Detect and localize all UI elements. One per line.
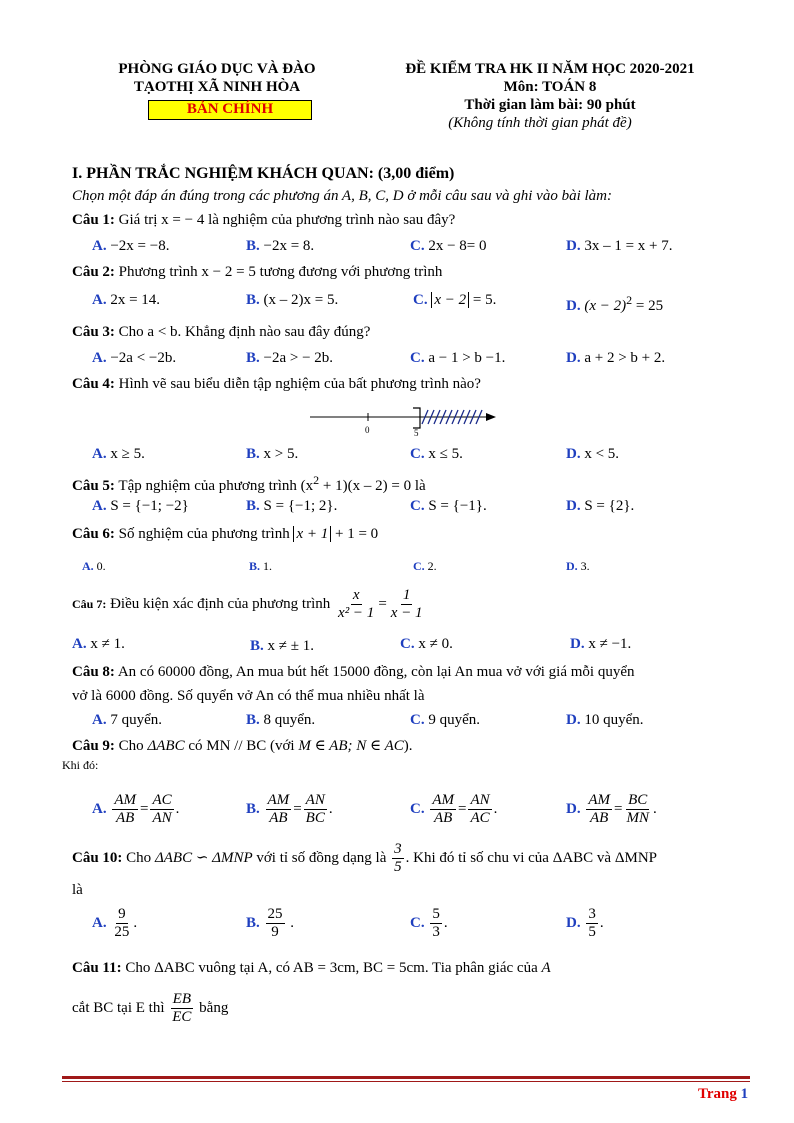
option-letter: A. — [92, 350, 107, 366]
question-text: ). — [403, 738, 413, 754]
denominator: MN — [626, 810, 649, 826]
option-letter: D. — [566, 914, 581, 931]
numerator: 1 — [402, 587, 411, 604]
numerator: AM — [267, 792, 290, 808]
question-2 — [72, 262, 442, 282]
option-letter: A. — [92, 446, 107, 462]
question-text: với tỉ số đồng dạng là — [252, 850, 391, 866]
question-10-line-2: là — [72, 882, 83, 898]
denominator: 5 — [394, 859, 402, 876]
option-letter: A. — [92, 238, 107, 254]
question-text: Tập nghiệm của phương trình (x — [114, 478, 314, 494]
q3-option-d — [566, 348, 665, 368]
question-text: Cho — [114, 738, 148, 754]
denominator: BC — [305, 810, 325, 826]
option-text: 2x = 14. — [110, 292, 161, 308]
numerator: EB — [172, 991, 191, 1008]
option-letter: A. — [92, 292, 107, 308]
q1-option-b — [246, 236, 314, 256]
exponent: 2 — [313, 473, 320, 487]
option-text: (x − 2) — [584, 298, 627, 314]
option-letter: C. — [410, 350, 425, 366]
option-letter: B. — [246, 238, 260, 254]
option-letter: A. — [72, 636, 87, 652]
question-4 — [72, 374, 481, 394]
exponent: 2 — [626, 293, 633, 307]
option-letter: D. — [566, 446, 581, 462]
denominator: AC — [470, 810, 490, 826]
question-3 — [72, 322, 370, 342]
question-text: Cho a < b. Khẳng định nào sau đây đúng? — [114, 324, 371, 340]
denominator: AB — [269, 810, 288, 826]
option-text: 2. — [427, 559, 437, 573]
tick-label-five: 5 — [414, 428, 419, 438]
numerator: 5 — [432, 906, 440, 922]
exam-title: ĐỀ KIỂM TRA HK II NĂM HỌC 2020-2021 — [405, 61, 695, 77]
option-letter: B. — [246, 446, 260, 462]
membership-condition: M ∈ AB; N ∈ AC — [298, 738, 404, 754]
question-label: Câu 9: — [72, 738, 115, 754]
denominator: EC — [172, 1009, 192, 1026]
question-label: Câu 3: — [72, 324, 115, 340]
numerator: 25 — [267, 906, 283, 922]
q8-option-d — [566, 710, 644, 730]
option-text: 10 quyển. — [584, 712, 644, 728]
bracket-mark — [413, 408, 420, 428]
q10-option-a: A. $\frac{9}{25}$ . — [92, 906, 138, 940]
question-5 — [72, 470, 426, 496]
option-text: x > 5. — [263, 446, 299, 462]
triangle: ΔABC — [147, 738, 185, 754]
option-text: (x – 2)x = 5. — [263, 292, 339, 308]
question-label: Câu 5: — [72, 478, 115, 494]
numerator: AM — [432, 792, 455, 808]
official-stamp: BẢN CHÍNH — [148, 100, 312, 120]
footer-rule-thin — [62, 1081, 750, 1082]
page-num: 1 — [740, 1086, 749, 1102]
option-text: 3x – 1 = x + 7. — [584, 238, 673, 254]
exam-time: Thời gian làm bài: 90 phút — [464, 97, 636, 113]
option-text: 7 quyển. — [110, 712, 163, 728]
option-text: x ≠ 0. — [418, 636, 453, 652]
number-line-figure — [300, 400, 510, 442]
subject: Môn: TOÁN 8 — [503, 79, 597, 95]
question-text: + 1)(x – 2) = 0 là — [319, 478, 426, 494]
option-letter: A. — [92, 800, 107, 817]
option-text: 8 quyển. — [263, 712, 316, 728]
option-letter: D. — [566, 498, 581, 514]
q5-option-a — [92, 496, 189, 516]
option-letter: B. — [249, 559, 261, 573]
option-text: S = {2}. — [584, 498, 635, 514]
section-title: I. PHẦN TRẮC NGHIỆM KHÁCH QUAN: (3,00 điểm) — [72, 165, 455, 182]
q8-option-a — [92, 710, 162, 730]
question-11-line-2 — [72, 988, 228, 1028]
option-letter: B. — [246, 914, 260, 931]
absolute-value: x + 1 — [293, 526, 331, 542]
fraction-rhs — [389, 587, 425, 622]
numerator: x — [352, 587, 360, 604]
option-text: 2x − 8= 0 — [428, 238, 487, 254]
option-letter: B. — [246, 498, 260, 514]
denominator: AB — [116, 810, 135, 826]
option-text: x ≤ 5. — [428, 446, 463, 462]
option-letter: C. — [410, 498, 425, 514]
option-letter: A. — [82, 559, 94, 573]
q10-option-b: B. $\frac{25}{9}$ . — [246, 906, 295, 940]
q3-option-c — [410, 348, 505, 368]
q9-option-a: A. $\frac{AM}{AB}$ = $\frac{AC}{AN}$ . — [92, 792, 180, 826]
denominator: x² − 1 — [338, 605, 375, 622]
numerator: AM — [588, 792, 611, 808]
question-text: Phương trình x − 2 = 5 tương đương với phương trình — [114, 264, 443, 280]
numerator: AM — [114, 792, 137, 808]
q7-option-d — [570, 634, 631, 654]
equals-sign: = — [378, 596, 387, 612]
option-text: x < 5. — [584, 446, 620, 462]
question-text: bằng — [195, 1000, 229, 1016]
denominator: 9 — [271, 924, 279, 940]
question-10 — [72, 840, 657, 876]
option-text: 1. — [263, 559, 273, 573]
q3-option-a — [92, 348, 176, 368]
question-text: . Khi đó tỉ số chu vi của ΔABC và ΔMNP — [405, 850, 657, 866]
denominator: 25 — [114, 924, 130, 940]
q10-option-d: D. $\frac{3}{5}$ . — [566, 906, 604, 940]
question-text: cắt BC tại E thì — [72, 1000, 169, 1016]
question-label: Câu 7: — [72, 597, 107, 611]
similarity: ΔABC ∽ ΔMNP — [154, 850, 253, 866]
q9-option-c: C. $\frac{AM}{AB}$ = $\frac{AN}{AC}$ . — [410, 792, 498, 826]
question-8-line-2: vở là 6000 đồng. Số quyển vở An có thể mua nhiều nhất là — [72, 688, 425, 704]
page-label: Trang — [698, 1086, 737, 1102]
option-text: = 25 — [632, 298, 664, 314]
option-text: x ≥ 5. — [110, 446, 145, 462]
fraction-lhs — [336, 587, 376, 622]
option-text: a + 2 > b + 2. — [584, 350, 666, 366]
question-1 — [72, 210, 455, 230]
q7-option-a — [72, 634, 125, 654]
question-9-line-2: Khi đó: — [62, 758, 99, 772]
option-letter: D. — [566, 559, 578, 573]
option-text: −2x = 8. — [263, 238, 315, 254]
q5-option-b — [246, 496, 337, 516]
exam-time-note: (Không tính thời gian phát đề) — [448, 115, 632, 131]
question-text: Điều kiện xác định của phương trình — [106, 596, 335, 612]
option-letter: D. — [566, 238, 581, 254]
q2-option-d — [566, 290, 663, 316]
arrow-head — [486, 413, 496, 421]
denominator: 5 — [588, 924, 596, 940]
option-text: a − 1 > b −1. — [428, 350, 506, 366]
question-label: Câu 8: — [72, 664, 115, 680]
option-text: S = {−1; 2}. — [263, 498, 338, 514]
numerator: AN — [470, 792, 490, 808]
question-text: Cho — [122, 850, 155, 866]
question-label: Câu 11: — [72, 960, 122, 976]
tick-label-zero: 0 — [365, 425, 370, 435]
q4-option-b — [246, 444, 298, 464]
option-text: 9 quyển. — [428, 712, 481, 728]
q1-option-d — [566, 236, 673, 256]
denominator: 3 — [432, 924, 440, 940]
option-text: −2a > − 2b. — [263, 350, 334, 366]
numerator: AC — [152, 792, 172, 808]
option-letter: C. — [410, 712, 425, 728]
q6-option-d — [566, 556, 590, 576]
q5-option-c — [410, 496, 487, 516]
q1-option-a — [92, 236, 169, 256]
option-letter: C. — [410, 238, 425, 254]
option-text: −2a < −2b. — [110, 350, 177, 366]
option-letter: C. — [410, 446, 425, 462]
question-label: Câu 4: — [72, 376, 115, 392]
q9-option-d: D. $\frac{AM}{AB}$ = $\frac{BC}{MN}$ . — [566, 792, 657, 826]
q6-option-a — [82, 556, 106, 576]
option-letter: D. — [566, 298, 581, 314]
numerator: 3 — [394, 841, 402, 858]
question-text: + 1 = 0 — [331, 526, 379, 542]
question-11 — [72, 958, 551, 978]
option-text: S = {−1; −2} — [110, 498, 189, 514]
question-label: Câu 2: — [72, 264, 115, 280]
option-text: x ≠ ± 1. — [267, 638, 314, 654]
q8-option-c — [410, 710, 480, 730]
angle-label: A — [541, 960, 551, 976]
q2-option-c — [413, 290, 496, 310]
question-6 — [72, 524, 378, 544]
question-9 — [72, 736, 413, 756]
q7-option-b — [250, 636, 314, 656]
question-label: Câu 1: — [72, 212, 115, 228]
q4-option-a — [92, 444, 145, 464]
department-line-1: PHÒNG GIÁO DỤC VÀ ĐÀO — [118, 61, 316, 77]
option-letter: D. — [570, 636, 585, 652]
numerator: 9 — [118, 906, 126, 922]
denominator: AB — [434, 810, 453, 826]
footer-rule-thick — [62, 1076, 750, 1079]
section-instruction: Chọn một đáp án đúng trong các phương án A, B, C, D ở mỗi câu sau và ghi vào bài làm: — [72, 188, 612, 204]
question-label: Câu 6: — [72, 526, 115, 542]
question-text: Giá trị x = − 4 là nghiệm của phương trình nào sau đây? — [114, 212, 456, 228]
question-text: Cho ΔABC vuông tại A, có AB = 3cm, BC = 5cm. Tia phân giác của — [121, 960, 542, 976]
option-text: x ≠ 1. — [90, 636, 125, 652]
numerator: BC — [628, 792, 648, 808]
q4-option-c — [410, 444, 463, 464]
numerator: 3 — [588, 906, 596, 922]
q6-option-b — [249, 556, 272, 576]
q5-option-d — [566, 496, 634, 516]
denominator: AN — [152, 810, 172, 826]
question-8 — [72, 662, 635, 682]
option-letter: C. — [410, 914, 425, 931]
denominator: AB — [590, 810, 609, 826]
option-text: x ≠ −1. — [588, 636, 632, 652]
q7-option-c — [400, 634, 453, 654]
option-letter: B. — [246, 292, 260, 308]
option-letter: A. — [92, 914, 107, 931]
department-line-2: TẠOTHỊ XÃ NINH HÒA — [133, 79, 301, 95]
option-letter: C. — [413, 292, 428, 308]
q4-option-d — [566, 444, 619, 464]
option-letter: B. — [250, 638, 264, 654]
option-letter: B. — [246, 712, 260, 728]
option-letter: A. — [92, 712, 107, 728]
q2-option-a — [92, 290, 160, 310]
q10-option-c: C. $\frac{5}{3}$ . — [410, 906, 448, 940]
question-text: Số nghiệm của phương trình — [114, 526, 294, 542]
q3-option-b — [246, 348, 333, 368]
numerator: AN — [305, 792, 325, 808]
option-letter: D. — [566, 712, 581, 728]
question-text: Hình vẽ sau biểu diễn tập nghiệm của bất phương trình nào? — [114, 376, 481, 392]
option-letter: B. — [246, 800, 260, 817]
option-letter: C. — [400, 636, 415, 652]
option-letter: B. — [246, 350, 260, 366]
q9-option-b: B. $\frac{AM}{AB}$ = $\frac{AN}{BC}$ . — [246, 792, 333, 826]
option-letter: C. — [413, 559, 425, 573]
q2-option-b — [246, 290, 338, 310]
option-letter: C. — [410, 800, 425, 817]
q6-option-c — [413, 556, 437, 576]
option-letter: D. — [566, 350, 581, 366]
denominator: x − 1 — [390, 605, 423, 622]
page-number — [698, 1086, 748, 1103]
absolute-value: x − 2 — [431, 292, 469, 308]
option-text: −2x = −8. — [110, 238, 170, 254]
option-letter: D. — [566, 800, 581, 817]
question-text: An có 60000 đồng, An mua bút hết 15000 đồng, còn lại An mua vở với giá mỗi quyển — [114, 664, 635, 680]
option-text: S = {−1}. — [428, 498, 487, 514]
option-text: 3. — [580, 559, 590, 573]
option-letter: A. — [92, 498, 107, 514]
option-text: 0. — [96, 559, 106, 573]
option-text: = 5. — [469, 292, 497, 308]
q8-option-b — [246, 710, 315, 730]
question-text: có MN // BC (với — [184, 738, 299, 754]
q1-option-c — [410, 236, 487, 256]
question-7 — [72, 586, 427, 622]
question-label: Câu 10: — [72, 850, 123, 866]
